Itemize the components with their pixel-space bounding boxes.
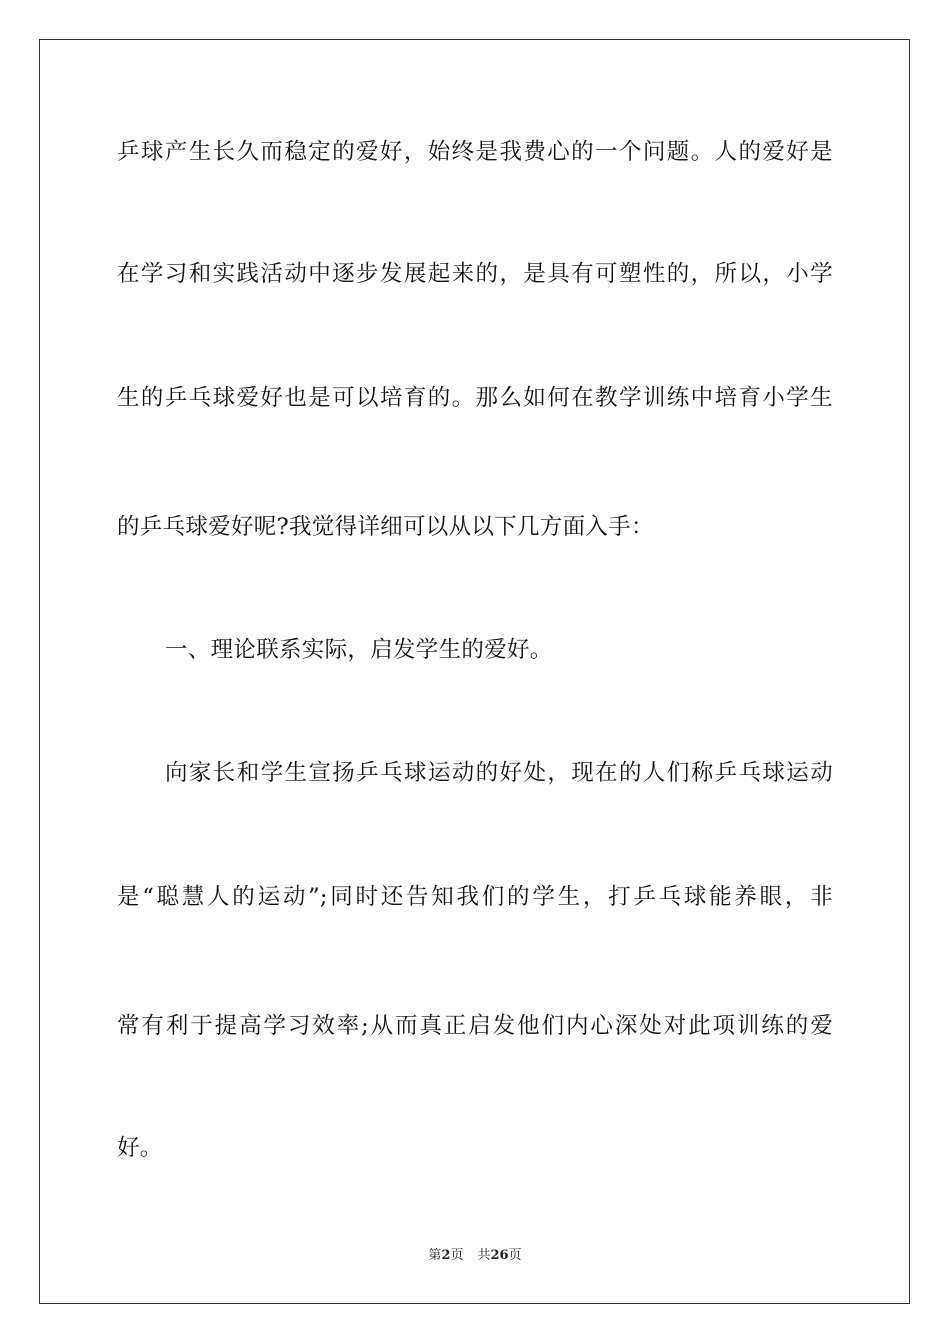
paragraph-line: 常有利于提高学习效率;从而真正启发他们内心深处对此项训练的爱 — [117, 1013, 833, 1039]
total-page-count: 26 — [490, 1248, 509, 1263]
section-heading: 一、理论联系实际，启发学生的爱好。 — [165, 637, 553, 663]
paragraph-line: 乒球产生长久而稳定的爱好，始终是我费心的一个问题。人的爱好是 — [117, 139, 833, 165]
total-label-prefix: 共 — [477, 1248, 491, 1263]
paragraph-line: 是“聪慧人的运动”;同时还告知我们的学生，打乒乓球能养眼，非 — [117, 884, 833, 910]
current-page-number: 2 — [441, 1248, 451, 1263]
page-border — [39, 39, 910, 1304]
paragraph-line: 向家长和学生宣扬乒乓球运动的好处，现在的人们称乒乓球运动 — [165, 760, 833, 786]
paragraph-line: 在学习和实践活动中逐步发展起来的，是具有可塑性的，所以，小学 — [117, 261, 833, 287]
page-label-prefix: 第 — [428, 1248, 442, 1263]
total-label-suffix: 页 — [508, 1248, 522, 1263]
paragraph-line: 好。 — [117, 1135, 163, 1161]
paragraph-line: 的乒乓球爱好呢?我觉得详细可以从以下几方面入手： — [117, 514, 654, 540]
paragraph-line: 生的乒乓球爱好也是可以培育的。那么如何在教学训练中培育小学生 — [117, 385, 833, 411]
page-footer — [0, 1247, 950, 1265]
page-label-suffix: 页 — [450, 1248, 464, 1263]
